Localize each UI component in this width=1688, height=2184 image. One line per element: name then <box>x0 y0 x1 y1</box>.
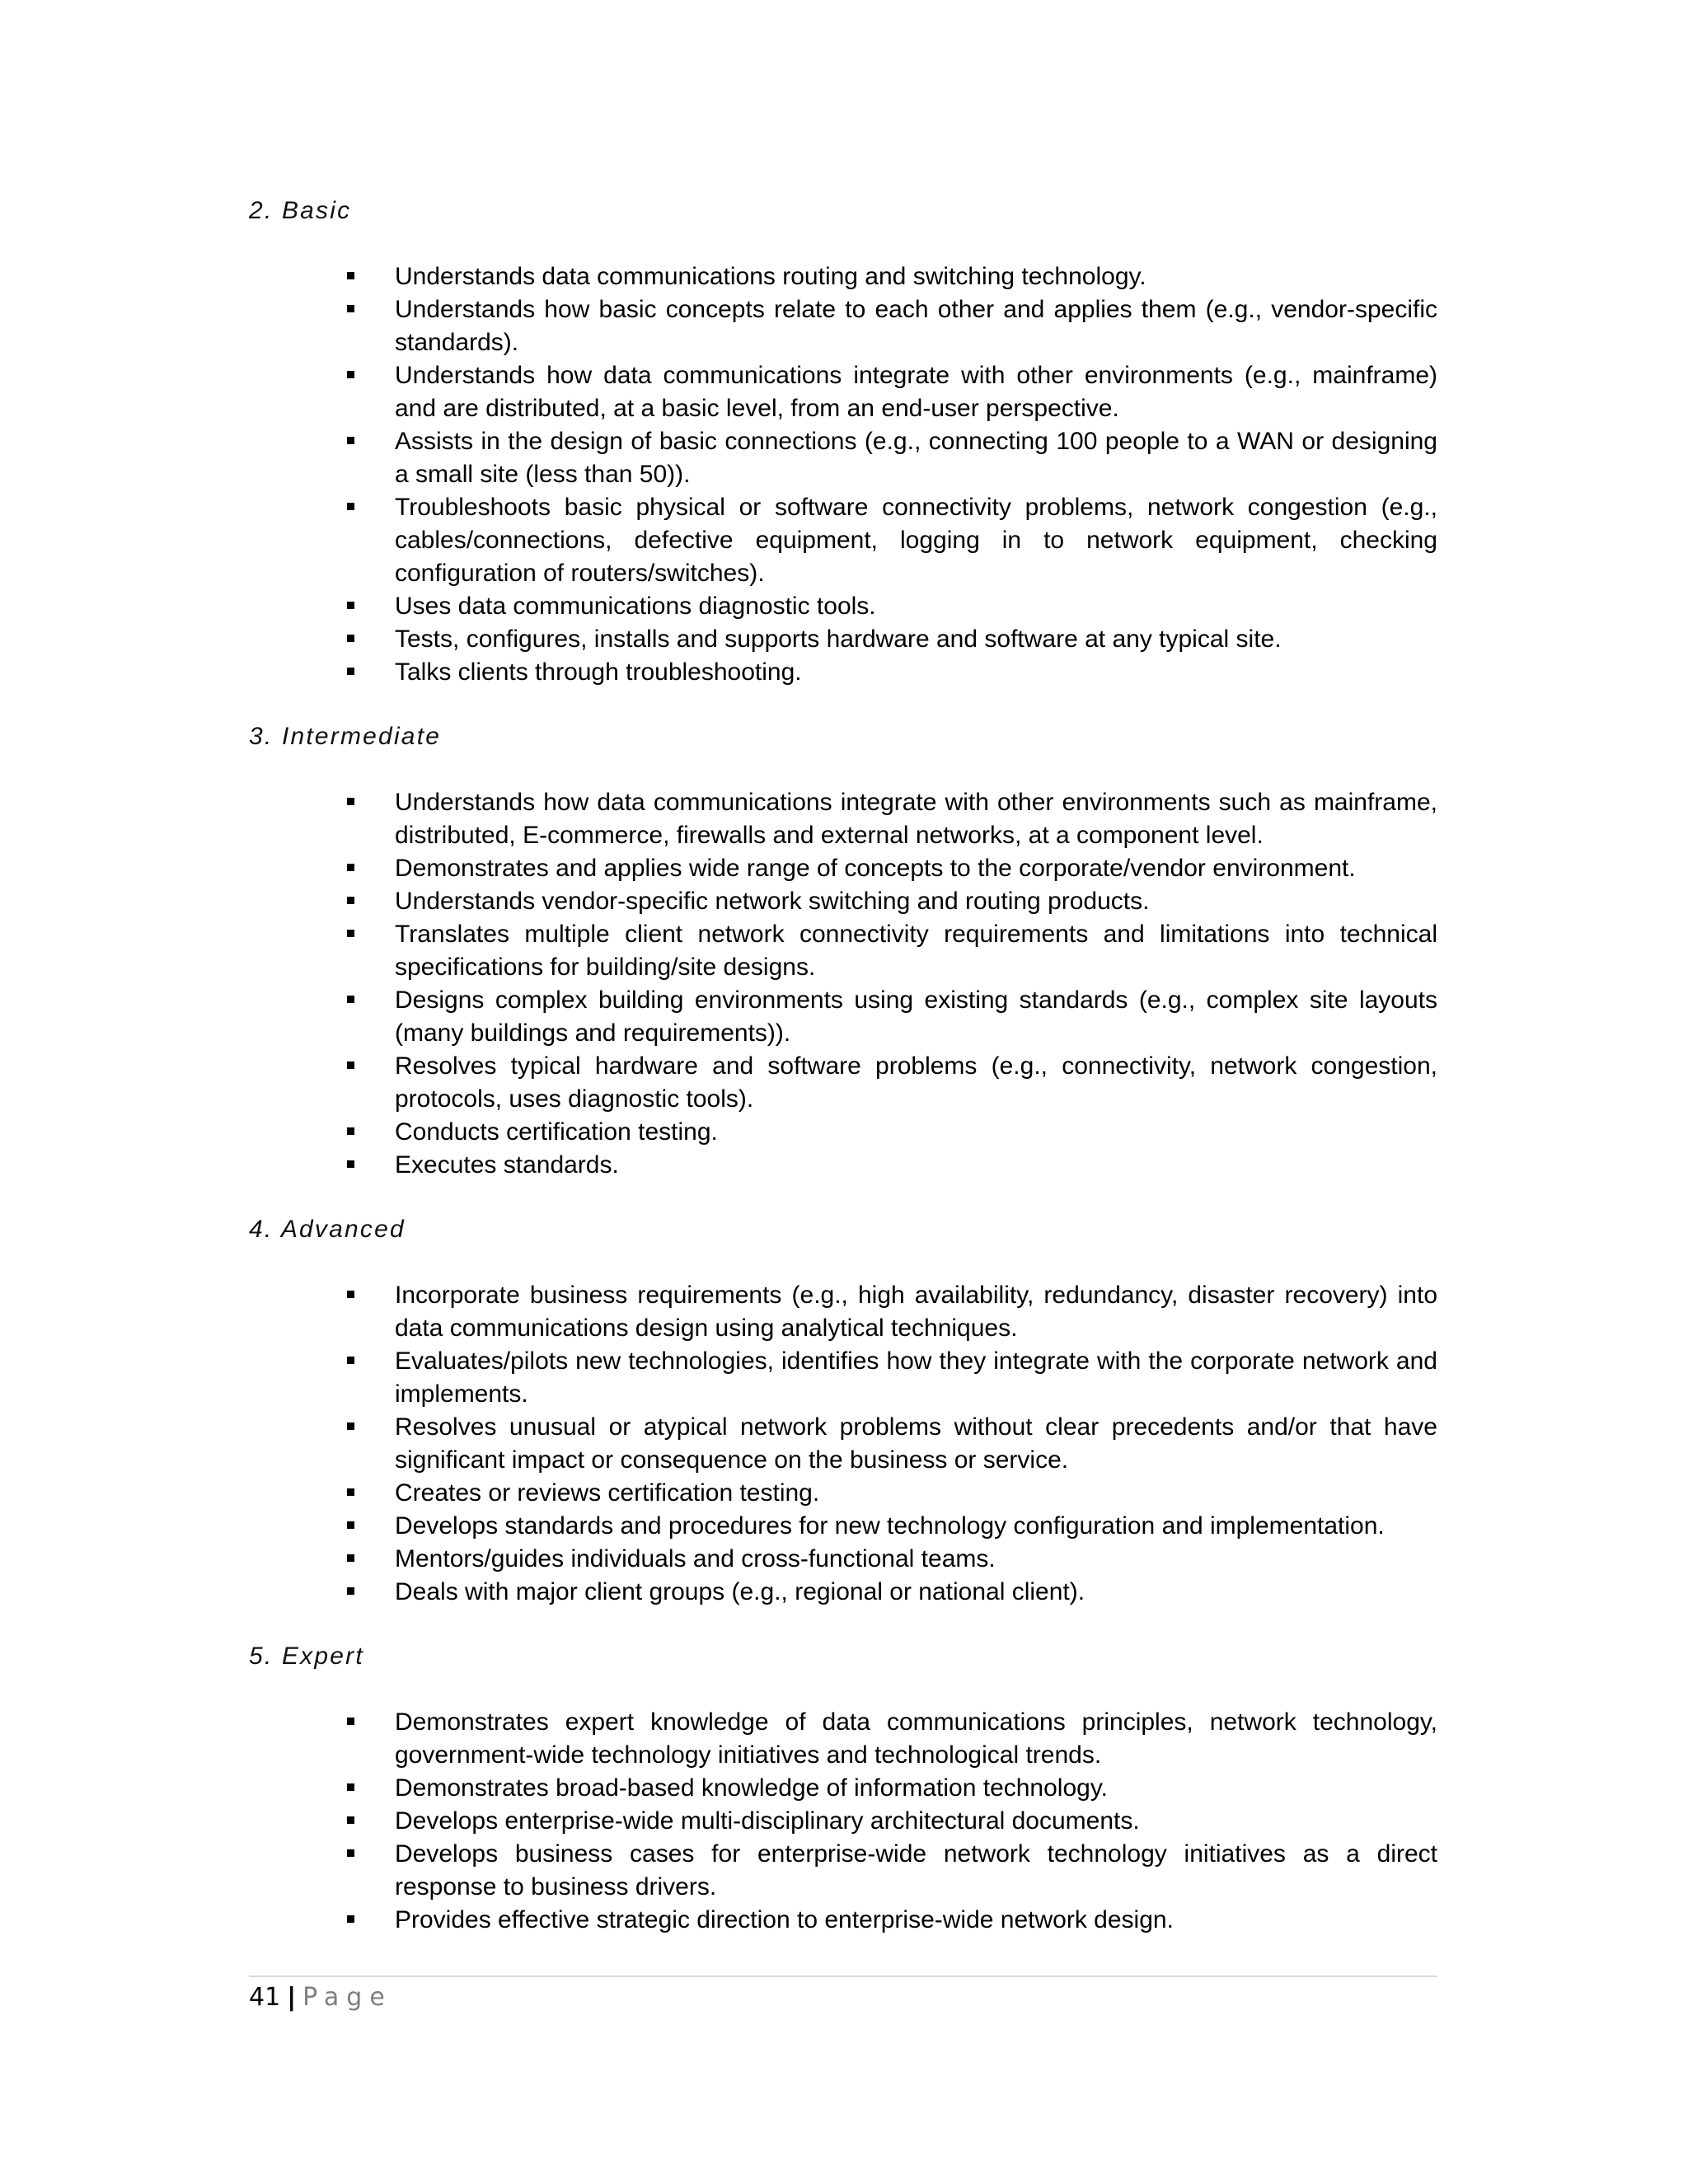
square-bullet-icon <box>347 272 354 279</box>
list-item-text: Creates or reviews certification testing. <box>395 1479 820 1507</box>
page-number: 41 <box>249 1983 281 2012</box>
list-item <box>249 1279 1437 1345</box>
list-item <box>249 1510 1437 1543</box>
list-item-text: Talks clients through troubleshooting. <box>395 658 802 686</box>
list-item-text: Develops business cases for enterprise-wide network technology initiatives as a direct response to business drivers. <box>395 1840 1437 1900</box>
document-body <box>249 194 1437 1968</box>
list-item-text: Understands data communications routing and switching technology. <box>395 263 1146 290</box>
list-item-text: Tests, configures, installs and supports hardware and software at any typical site. <box>395 626 1282 653</box>
list-item <box>249 1050 1437 1116</box>
list-item <box>249 623 1437 656</box>
list-item <box>249 1904 1437 1937</box>
square-bullet-icon <box>347 371 354 378</box>
list-item-text: Translates multiple client network connectivity requirements and limitations into technical specifications for building/site designs. <box>395 921 1437 981</box>
section-expert <box>249 1640 1437 1937</box>
list-item-text: Deals with major client groups (e.g., regional or national client). <box>395 1578 1085 1605</box>
list-item-text: Demonstrates expert knowledge of data communications principles, network technology, government-wide technology initiatives and technological trends. <box>395 1708 1437 1769</box>
list-item <box>249 1772 1437 1805</box>
list-item-text: Demonstrates and applies wide range of concepts to the corporate/vendor environment. <box>395 855 1356 882</box>
square-bullet-icon <box>347 1488 354 1496</box>
square-bullet-icon <box>347 1062 354 1069</box>
square-bullet-icon <box>347 1554 354 1562</box>
list-item-text: Understands how basic concepts relate to each other and applies them (e.g., vendor-specific standards). <box>395 296 1437 356</box>
list-item <box>249 425 1437 491</box>
square-bullet-icon <box>347 798 354 805</box>
square-bullet-icon <box>347 1783 354 1791</box>
list-item <box>249 1706 1437 1772</box>
list-item <box>249 984 1437 1050</box>
list-item-text: Assists in the design of basic connections (e.g., connecting 100 people to a WAN or designing a small site (less than 50)). <box>395 428 1437 488</box>
list-item-text: Conducts certification testing. <box>395 1118 718 1146</box>
list-item <box>249 918 1437 984</box>
list-item <box>249 260 1437 293</box>
section-heading: 4. Advanced <box>249 1216 406 1243</box>
footer-divider <box>249 1975 1437 1977</box>
square-bullet-icon <box>347 1422 354 1430</box>
square-bullet-icon <box>347 1587 354 1595</box>
square-bullet-icon <box>347 1849 354 1857</box>
square-bullet-icon <box>347 1291 354 1298</box>
page-label: Page <box>302 1983 392 2012</box>
list-item <box>249 1149 1437 1182</box>
square-bullet-icon <box>347 635 354 642</box>
list-item <box>249 359 1437 425</box>
section-heading: 5. Expert <box>249 1643 364 1670</box>
list-item-text: Understands vendor-specific network switching and routing products. <box>395 888 1150 915</box>
list-item <box>249 491 1437 590</box>
list-item-text: Evaluates/pilots new technologies, identifies how they integrate with the corporate network and implements. <box>395 1347 1437 1408</box>
square-bullet-icon <box>347 668 354 675</box>
square-bullet-icon <box>347 602 354 609</box>
list-item-text: Resolves typical hardware and software problems (e.g., connectivity, network congestion, protocols, uses diagnostic tools). <box>395 1052 1437 1113</box>
list-item <box>249 1543 1437 1576</box>
list-item-text: Develops standards and procedures for new technology configuration and implementation. <box>395 1512 1385 1540</box>
square-bullet-icon <box>347 503 354 510</box>
square-bullet-icon <box>347 930 354 937</box>
list-item-text: Understands how data communications integrate with other environments (e.g., mainframe) and are distributed, at a basic level, from an end-user perspective. <box>395 362 1437 422</box>
list-item <box>249 1576 1437 1609</box>
list-item-text: Develops enterprise-wide multi-disciplinary architectural documents. <box>395 1807 1140 1835</box>
square-bullet-icon <box>347 996 354 1003</box>
footer-separator: | <box>287 1983 297 2012</box>
square-bullet-icon <box>347 1127 354 1135</box>
page-footer <box>249 1981 392 2014</box>
square-bullet-icon <box>347 1160 354 1168</box>
list-item <box>249 1805 1437 1838</box>
square-bullet-icon <box>347 1816 354 1824</box>
list-item <box>249 885 1437 918</box>
list-item <box>249 786 1437 852</box>
list-item-text: Demonstrates broad-based knowledge of information technology. <box>395 1774 1108 1802</box>
list-item-text: Designs complex building environments using existing standards (e.g., complex site layouts (many buildings and requirements)). <box>395 987 1437 1047</box>
list-item <box>249 1477 1437 1510</box>
list-item <box>249 590 1437 623</box>
list-item-text: Resolves unusual or atypical network problems without clear precedents and/or that have significant impact or consequence on the business or service. <box>395 1413 1437 1474</box>
square-bullet-icon <box>347 1357 354 1364</box>
list-item <box>249 1116 1437 1149</box>
list-item-text: Incorporate business requirements (e.g., high availability, redundancy, disaster recovery) into data communications design using analytical techniques. <box>395 1282 1437 1342</box>
bullet-list <box>249 1706 1437 1937</box>
list-item <box>249 656 1437 689</box>
section-advanced <box>249 1213 1437 1609</box>
square-bullet-icon <box>347 1521 354 1529</box>
list-item-text: Uses data communications diagnostic tools. <box>395 593 876 620</box>
section-heading: 3. Intermediate <box>249 723 442 750</box>
list-item <box>249 1345 1437 1411</box>
square-bullet-icon <box>347 897 354 904</box>
square-bullet-icon <box>347 1915 354 1923</box>
bullet-list <box>249 1279 1437 1609</box>
list-item <box>249 1411 1437 1477</box>
list-item-text: Understands how data communications integrate with other environments such as mainframe, distributed, E-commerce, firewalls and external networks, at a component level. <box>395 789 1437 849</box>
square-bullet-icon <box>347 1718 354 1725</box>
bullet-list <box>249 786 1437 1182</box>
square-bullet-icon <box>347 864 354 871</box>
list-item-text: Executes standards. <box>395 1151 619 1179</box>
bullet-list <box>249 260 1437 689</box>
list-item-text: Mentors/guides individuals and cross-functional teams. <box>395 1545 996 1572</box>
list-item <box>249 293 1437 359</box>
list-item-text: Troubleshoots basic physical or software connectivity problems, network congestion (e.g., cables/connections, defective equipment, logging in to network equipment, checking configuration of routers/switches). <box>395 494 1437 587</box>
list-item <box>249 1838 1437 1904</box>
list-item-text: Provides effective strategic direction to enterprise-wide network design. <box>395 1906 1174 1933</box>
section-intermediate <box>249 720 1437 1182</box>
square-bullet-icon <box>347 437 354 444</box>
section-heading: 2. Basic <box>249 197 352 224</box>
list-item <box>249 852 1437 885</box>
section-basic <box>249 194 1437 689</box>
square-bullet-icon <box>347 305 354 312</box>
